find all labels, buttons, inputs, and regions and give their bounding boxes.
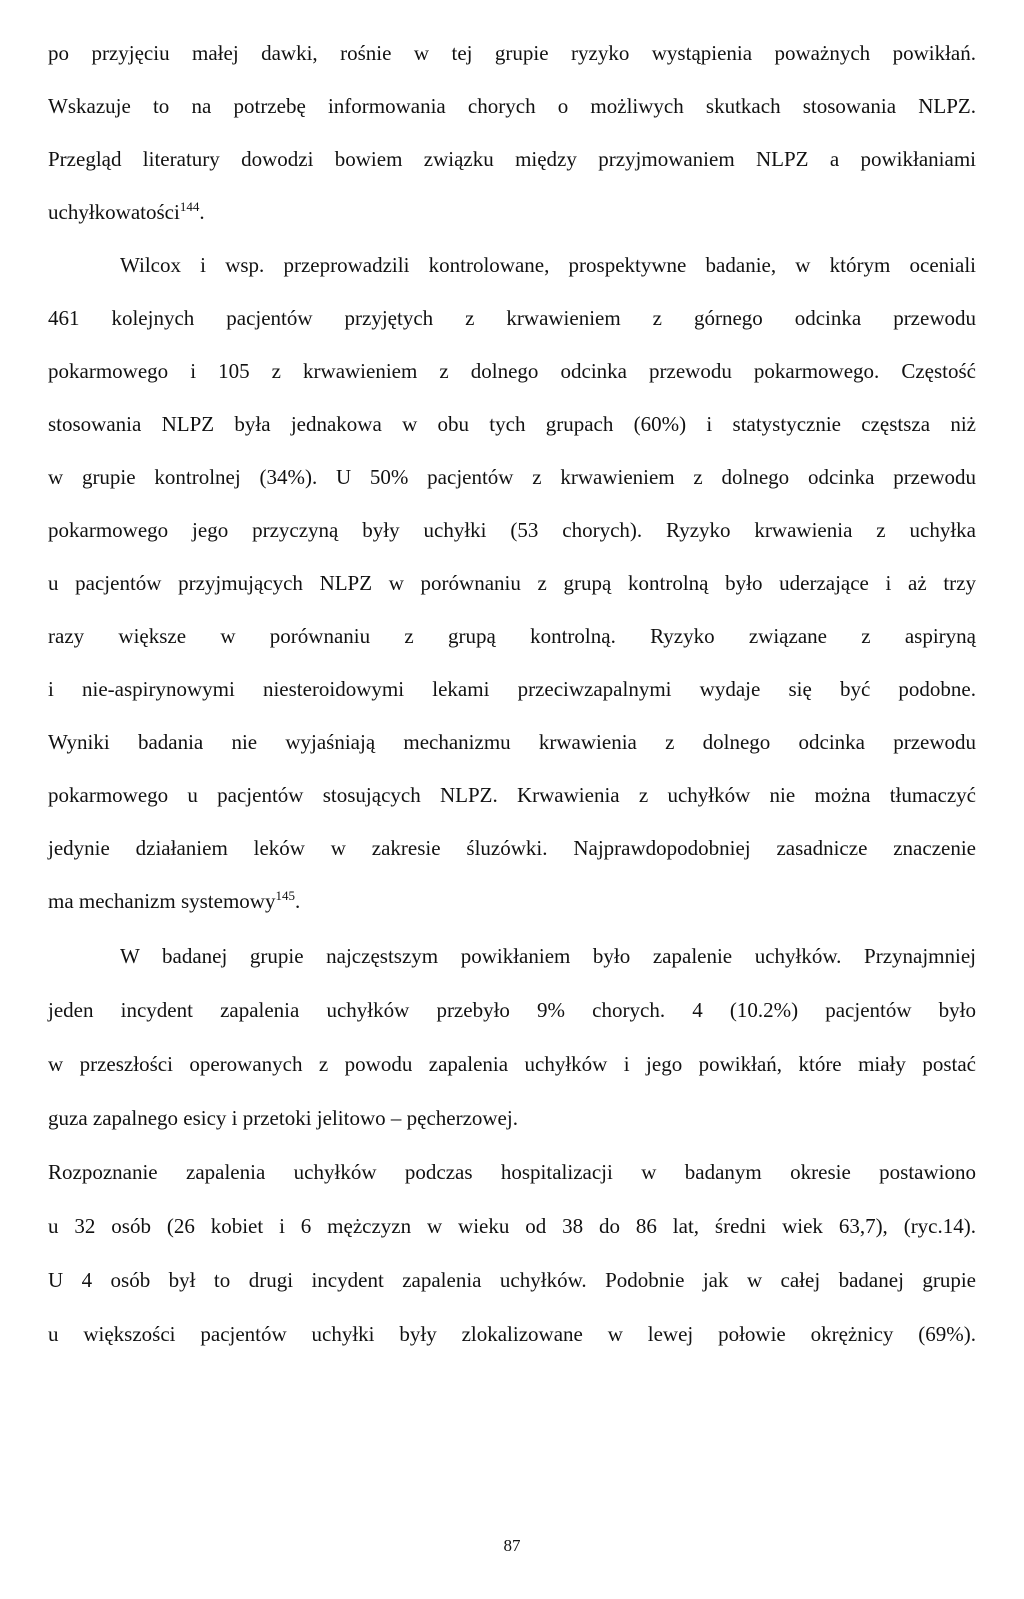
text-line-12: razy większe w porównaniu z grupą kontrolną. Ryzyko związane z aspiryną (48, 624, 976, 648)
text-line-2: Wskazuje to na potrzebę informowania chorych o możliwych skutkach stosowania NLPZ. (48, 94, 976, 118)
document-page (48, 40, 976, 1580)
text-line-5: Wilcox i wsp. przeprowadzili kontrolowane, prospektywne badanie, w którym oceniali (120, 253, 976, 277)
text-line-20: w przeszłości operowanych z powodu zapalenia uchyłków i jego powikłań, które miały postać (48, 1052, 976, 1076)
text-line-1: po przyjęciu małej dawki, rośnie w tej grupie ryzyko wystąpienia poważnych powikłań. (48, 41, 976, 65)
text-line-13: i nie-aspirynowymi niesteroidowymi lekami przeciwzapalnymi wydaje się być podobne. (48, 677, 976, 701)
page-number: 87 (503, 1536, 521, 1555)
text-line-4: uchyłkowatości$^{144}$. (48, 199, 205, 224)
text-line-22: Rozpoznanie zapalenia uchyłków podczas hospitalizacji w badanym okresie postawiono (48, 1160, 976, 1184)
footnote-ref-145: 145 (275, 888, 295, 903)
text-line-16: jedynie działaniem leków w zakresie śluzówki. Najprawdopodobniej zasadnicze znaczenie (48, 836, 976, 860)
text-line-11: u pacjentów przyjmujących NLPZ w porównaniu z grupą kontrolną było uderzające i aż trzy (48, 571, 976, 595)
text-line-15: pokarmowego u pacjentów stosujących NLPZ. Krwawienia z uchyłków nie można tłumaczyć (48, 783, 976, 807)
text-line-10: pokarmowego jego przyczyną były uchyłki (53 chorych). Ryzyko krwawienia z uchyłka (48, 518, 976, 542)
text-line-8: stosowania NLPZ była jednakowa w obu tych grupach (60%) i statystycznie częstsza niż (48, 412, 976, 436)
text-line-18: W badanej grupie najczęstszym powikłaniem było zapalenie uchyłków. Przynajmniej (120, 944, 976, 968)
text-line-3: Przegląd literatury dowodzi bowiem związku między przyjmowaniem NLPZ a powikłaniami (48, 147, 976, 171)
text-line-9: w grupie kontrolnej (34%). U 50% pacjentów z krwawieniem z dolnego odcinka przewodu (48, 465, 976, 489)
text-line-7: pokarmowego i 105 z krwawieniem z dolnego odcinka przewodu pokarmowego. Częstość (48, 359, 976, 383)
text-line-6: 461 kolejnych pacjentów przyjętych z krwawieniem z górnego odcinka przewodu (48, 306, 976, 330)
footnote-ref-144: 144 (179, 199, 200, 214)
text-line-21: guza zapalnego esicy i przetoki jelitowo – pęcherzowej. (48, 1106, 518, 1130)
text-line-24: U 4 osób był to drugi incydent zapalenia uchyłków. Podobnie jak w całej badanej grupie (48, 1268, 976, 1292)
text-line-25: u większości pacjentów uchyłki były zlokalizowane w lewej połowie okrężnicy (69%). (48, 1322, 976, 1346)
text-line-14: Wyniki badania nie wyjaśniają mechanizmu krwawienia z dolnego odcinka przewodu (48, 730, 976, 754)
text-line-17: ma mechanizm systemowy$^{145}$. (48, 888, 301, 913)
text-line-23: u 32 osób (26 kobiet i 6 mężczyzn w wieku od 38 do 86 lat, średni wiek 63,7), (ryc.14). (48, 1214, 976, 1238)
text-line-19: jeden incydent zapalenia uchyłków przebyło 9% chorych. 4 (10.2%) pacjentów było (48, 998, 976, 1022)
